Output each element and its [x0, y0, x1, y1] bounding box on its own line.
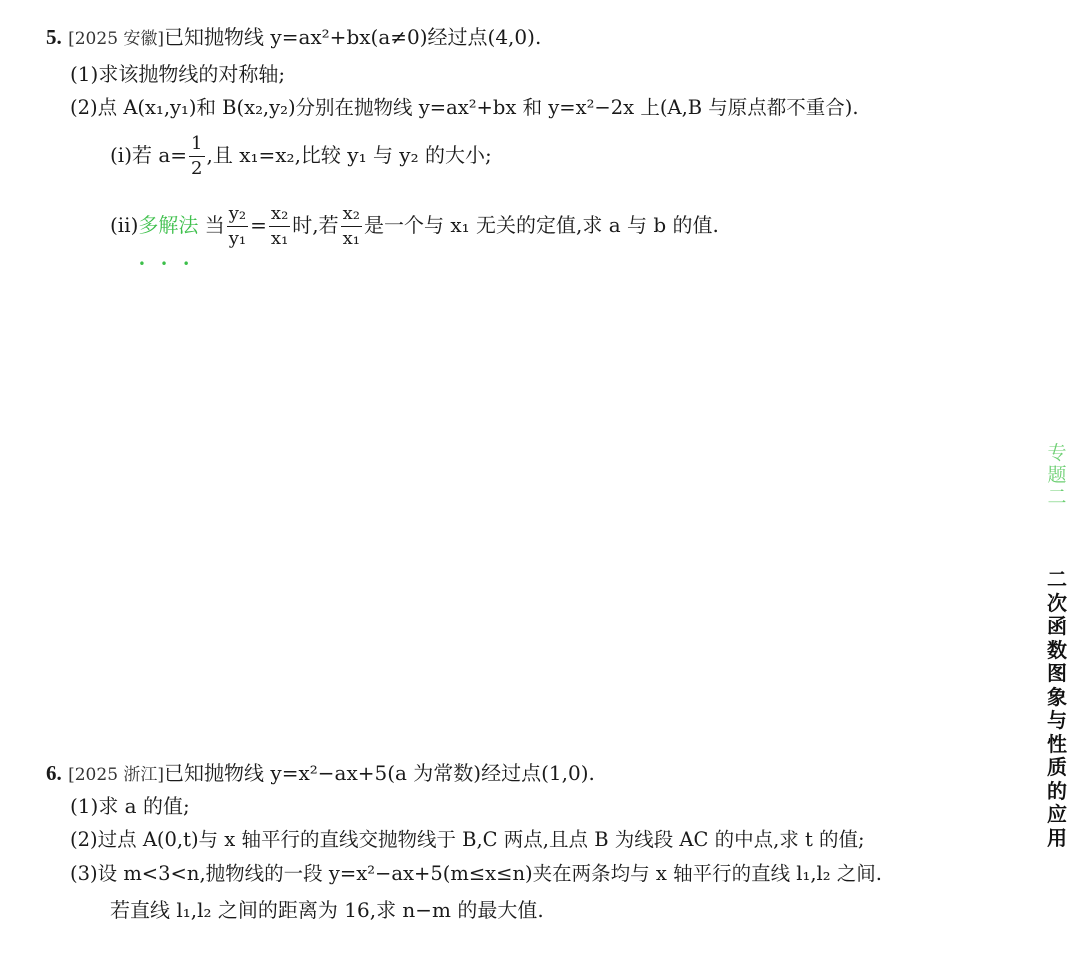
q5-stem-line: [46, 24, 541, 52]
q5-part2-ii-text-c: 时,若: [292, 213, 339, 237]
sidebar-title-char: 函: [1047, 614, 1067, 638]
q5-source: [2025 安徽]: [68, 29, 165, 49]
sidebar-title-char: 性: [1047, 731, 1067, 756]
q6-part1: (1)求 a 的值;: [70, 794, 190, 818]
q5-part2-ii-text-b: 当: [204, 213, 225, 237]
sidebar-chapter-title: [1045, 568, 1069, 850]
q6-part3-continued: 若直线 l₁,l₂ 之间的距离为 16,求 n−m 的最大值.: [110, 898, 544, 922]
q5-stem: 已知抛物线 y=ax²+bx(a≠0)经过点(4,0).: [164, 25, 542, 49]
fraction-numerator: 1: [189, 135, 204, 157]
q5-part2-ii-label: (ⅱ): [110, 213, 139, 237]
sidebar-title-char: 质: [1047, 755, 1067, 779]
q5-part2-ii-text-d: 是一个与 x₁ 无关的定值,求 a 与 b 的值.: [364, 213, 719, 237]
emphasis-dots: •••: [138, 257, 205, 271]
sidebar-title-char: 的: [1047, 778, 1067, 803]
sidebar-topic-char: 题: [1047, 464, 1067, 486]
sidebar-title-char: 数: [1047, 637, 1067, 662]
q6-number: 6.: [46, 761, 62, 785]
sidebar-title-char: 象: [1047, 684, 1067, 709]
sidebar-title-char: 用: [1047, 825, 1067, 850]
q5-part2-ii: [110, 198, 719, 271]
q6-stem: 已知抛物线 y=x²−ax+5(a 为常数)经过点(1,0).: [164, 761, 595, 785]
multi-solution-tag-text: 多解法: [138, 213, 199, 237]
sidebar-topic-char: 二: [1047, 486, 1067, 508]
fraction-denominator: x₁: [342, 228, 361, 249]
sidebar-topic-char: 专: [1047, 442, 1067, 464]
sidebar-title-char: 次: [1047, 590, 1067, 615]
fraction-denominator: 2: [191, 158, 203, 179]
sidebar-title-char: 应: [1047, 802, 1067, 826]
multi-solution-tag: [138, 213, 205, 271]
q6-part3: (3)设 m<3<n,抛物线的一段 y=x²−ax+5(m≤x≤n)夹在两条均与 x 轴平行的直线 l₁,l₂ 之间.: [70, 862, 882, 885]
fraction-numerator: x₂: [341, 205, 362, 227]
equals-sign: =: [250, 213, 267, 237]
q5-part2: (2)点 A(x₁,y₁)和 B(x₂,y₂)分别在抛物线 y=ax²+bx 和 y=x²−2x 上(A,B 与原点都不重合).: [70, 96, 859, 119]
fraction-numerator: x₂: [269, 205, 290, 227]
q5-part2-i-text-b: ,且 x₁=x₂,比较 y₁ 与 y₂ 的大小;: [206, 143, 492, 167]
fraction-x2-x1: [269, 205, 290, 248]
fraction-y2-y1: [227, 205, 248, 248]
q5-part1: (1)求该抛物线的对称轴;: [70, 62, 286, 86]
sidebar-title-char: 与: [1047, 708, 1067, 732]
fraction-numerator: y₂: [227, 205, 248, 227]
fraction-denominator: x₁: [270, 228, 289, 249]
q6-source: [2025 浙江]: [68, 765, 165, 785]
sidebar-topic: [1046, 442, 1068, 508]
sidebar-title-char: 二: [1047, 567, 1067, 591]
fraction-one-half: [189, 135, 204, 178]
q5-part2-i-text-a: (ⅰ)若 a=: [110, 143, 188, 167]
q5-part2-i: [110, 128, 492, 182]
fraction-x2-x1-ratio: [341, 205, 362, 248]
q6-part2: (2)过点 A(0,t)与 x 轴平行的直线交抛物线于 B,C 两点,且点 B 为线段 AC 的中点,求 t 的值;: [70, 828, 865, 851]
sidebar-title-char: 图: [1047, 661, 1067, 685]
fraction-denominator: y₁: [228, 228, 247, 249]
q6-stem-line: [46, 760, 595, 788]
q5-number: 5.: [46, 25, 62, 49]
